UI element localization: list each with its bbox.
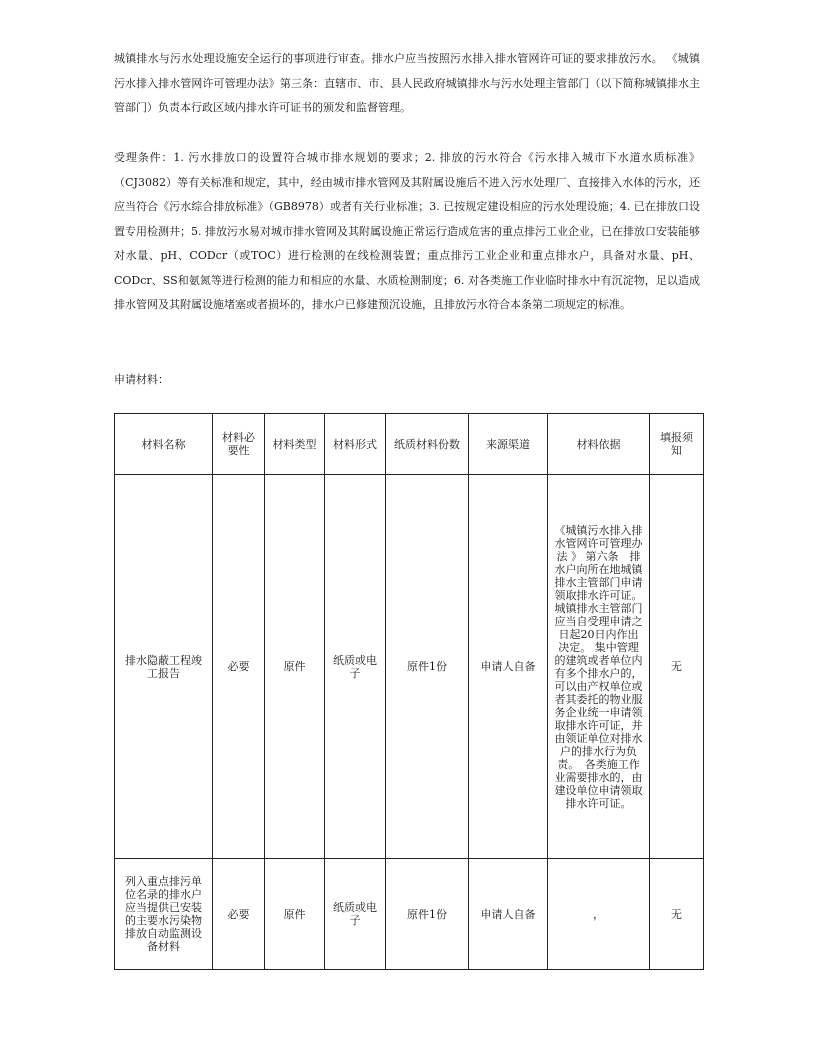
cell-material-type: 原件 [265,859,325,970]
header-basis: 材料依据 [548,414,650,475]
cell-paper-copies: 原件1份 [386,859,469,970]
header-material-form: 材料形式 [325,414,386,475]
materials-table [114,413,704,970]
header-paper-copies: 纸质材料份数 [386,414,469,475]
header-material-name: 材料名称 [115,414,213,475]
cell-material-name: 列入重点排污单位名录的排水户应当提供已安装的主要水污染物排放自动监测设备材料 [115,859,213,970]
table-row [115,475,704,859]
cell-notes: 无 [650,859,704,970]
cell-basis: ， [548,859,650,970]
header-material-type: 材料类型 [265,414,325,475]
cell-material-form: 纸质或电子 [325,475,386,859]
table-row [115,859,704,970]
acceptance-conditions-paragraph: 受理条件：1. 污水排放口的设置符合城市排水规划的要求；2. 排放的污水符合《污水排入城市下水道水质标准》（CJ3082）等有关标准和规定，其中，经由城市排水管网及其附属设施后不进入污水处理厂、直接排入水体的污水，还应当符合《污水综合排放标准》（GB8978）或者有关行业标准；3. 已按规定建设相应的污水处理设施；4. 已在排放口设置专用检测井；5. 排放污水易对城市排水管网及其附属设施正常运行造成危害的重点排污工业企业，已在排放口安装能够对水量、pH、CODcr（或TOC）进行检测的在线检测装置；重点排污工业企业和重点排水户，具备对水量、pH、CODcr、SS和氨氮等进行检测的能力和相应的水量、水质检测制度；6. 对各类施工作业临时排水中有沉淀物，足以造成排水管网及其附属设施堵塞或者损坏的，排水户已修建预沉设施，且排放污水符合本条第二项规定的标准。 [114,151,700,311]
header-notes: 填报须知 [650,414,704,475]
intro-paragraph: 城镇排水与污水处理设施安全运行的事项进行审查。排水户应当按照污水排入排水管网许可证的要求排放污水。 《城镇污水排入排水管网许可管理办法》第三条：直辖市、市、县人民政府城镇排水与污水处理主管部门（以下简称城镇排水主管部门）负责本行政区域内排水许可证书的颁发和监督管理。 [114,52,700,114]
cell-notes: 无 [650,475,704,859]
cell-source: 申请人自备 [469,859,548,970]
header-source: 来源渠道 [469,414,548,475]
cell-required: 必要 [213,859,265,970]
header-required: 材料必要性 [213,414,265,475]
cell-required: 必要 [213,475,265,859]
cell-material-name: 排水隐蔽工程竣工报告 [115,475,213,859]
cell-basis: 《城镇污水排入排水管网许可管理办法 》 第六条 排水户向所在地城镇排水主管部门申请领取排水许可证。城镇排水主管部门应当自受理申请之日起20日内作出决定。 集中管理的建筑或者单位内有多个排水户的，可以由产权单位或者其委托的物业服务企业统一申请领取排水许可证，并由领证单位对排水户的排水行为负责。 各类施工作业需要排水的，由建设单位申请领取排水许可证。 [548,475,650,859]
cell-source: 申请人自备 [469,475,548,859]
cell-material-type: 原件 [265,475,325,859]
application-materials-label: 申请材料： [114,373,169,386]
cell-paper-copies: 原件1份 [386,475,469,859]
table-header-row [115,414,704,475]
cell-material-form: 纸质或电子 [325,859,386,970]
